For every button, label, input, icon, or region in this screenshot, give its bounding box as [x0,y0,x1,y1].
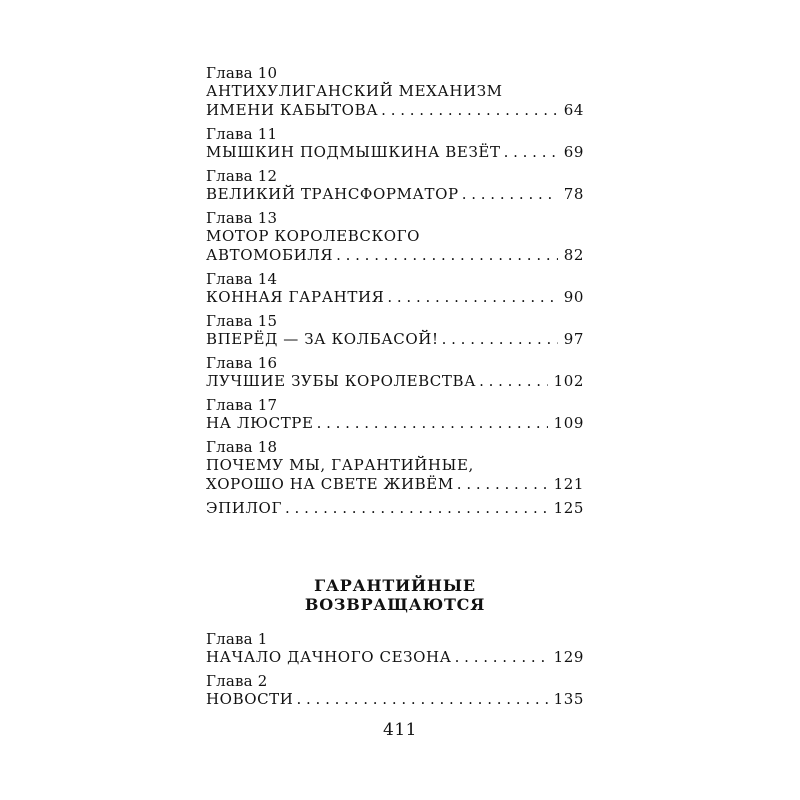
toc-entry [206,672,584,709]
toc-epilogue [206,499,584,518]
toc-entry [206,167,584,204]
chapter-title: НАЧАЛО ДАЧНОГО СЕЗОНА [206,648,452,666]
toc-entry [206,438,584,494]
page-ref: 97 [563,330,584,348]
chapter-title: АВТОМОБИЛЯ [206,246,334,264]
toc-entry [206,209,584,265]
chapter-title: ВПЕРЁД — ЗА КОЛБАСОЙ! [206,330,439,348]
chapter-label: Глава 17 [206,396,278,414]
toc-line [206,143,584,162]
chapter-title: МЫШКИН ПОДМЫШКИНА ВЕЗЁТ [206,143,501,161]
page-number: 411 [383,720,417,740]
toc-line [206,330,584,349]
toc-entry [206,354,584,391]
toc-line [206,101,584,120]
chapter-title: НОВОСТИ [206,690,294,708]
toc-line [206,475,584,494]
epilogue-page: 125 [553,499,584,517]
toc-entry [206,125,584,162]
chapter-title-line: ПОЧЕМУ МЫ, ГАРАНТИЙНЫЕ, [206,456,474,474]
toc-line [206,185,584,204]
table-of-contents [206,64,584,518]
toc-part-two-list [206,630,584,709]
section-heading-line-2: ВОЗВРАЩАЮТСЯ [304,595,486,614]
chapter-title: КОННАЯ ГАРАНТИЯ [206,288,385,306]
page-ref: 64 [563,101,584,119]
chapter-title-line: МОТОР КОРОЛЕВСКОГО [206,227,421,245]
dot-leader [455,648,548,667]
toc-line [206,246,584,265]
chapter-label: Глава 12 [206,167,278,185]
chapter-label: Глава 10 [206,64,278,82]
page-ref: 90 [563,288,584,306]
chapter-label: Глава 11 [206,125,278,143]
toc-line [206,414,584,433]
dot-leader [285,499,548,518]
toc-part-two [206,630,584,714]
chapter-label: Глава 14 [206,270,278,288]
toc-line [206,372,584,391]
toc-entry [206,270,584,307]
page-ref: 135 [553,690,584,708]
chapter-label: Глава 16 [206,354,278,372]
toc-line [206,648,584,667]
toc-entry [206,64,584,120]
dot-leader [381,101,558,120]
page-ref: 69 [563,143,584,161]
section-heading-line-1: ГАРАНТИЙНЫЕ [314,576,476,595]
toc-entry [206,396,584,433]
toc-entry [206,312,584,349]
chapter-label: Глава 18 [206,438,278,456]
dot-leader [387,288,557,307]
dot-leader [442,330,558,349]
chapter-title: ЛУЧШИЕ ЗУБЫ КОРОЛЕВСТВА [206,372,477,390]
page-ref: 121 [553,475,584,493]
chapter-title: НА ЛЮСТРЕ [206,414,314,432]
section-heading [206,576,584,614]
chapter-label: Глава 2 [206,672,268,690]
dot-leader [317,414,548,433]
chapter-title-line: АНТИХУЛИГАНСКИЙ МЕХАНИЗМ [206,82,503,100]
chapter-label: Глава 15 [206,312,278,330]
dot-leader [457,475,548,494]
toc-line [206,690,584,709]
page-ref: 109 [553,414,584,432]
dot-leader [296,690,547,709]
chapter-label: Глава 13 [206,209,278,227]
toc-entry [206,630,584,667]
epilogue-title: ЭПИЛОГ [206,499,282,517]
dot-leader [336,246,558,265]
toc-part-one [206,64,584,494]
chapter-title: ВЕЛИКИЙ ТРАНСФОРМАТОР [206,185,459,203]
chapter-label: Глава 1 [206,630,268,648]
page-ref: 82 [563,246,584,264]
chapter-title: ИМЕНИ КАБЫТОВА [206,101,379,119]
page-ref: 102 [553,372,584,390]
dot-leader [462,185,558,204]
page-ref: 78 [563,185,584,203]
dot-leader [504,143,558,162]
page-ref: 129 [553,648,584,666]
chapter-title: ХОРОШО НА СВЕТЕ ЖИВЁМ [206,475,454,493]
toc-line [206,288,584,307]
dot-leader [479,372,548,391]
